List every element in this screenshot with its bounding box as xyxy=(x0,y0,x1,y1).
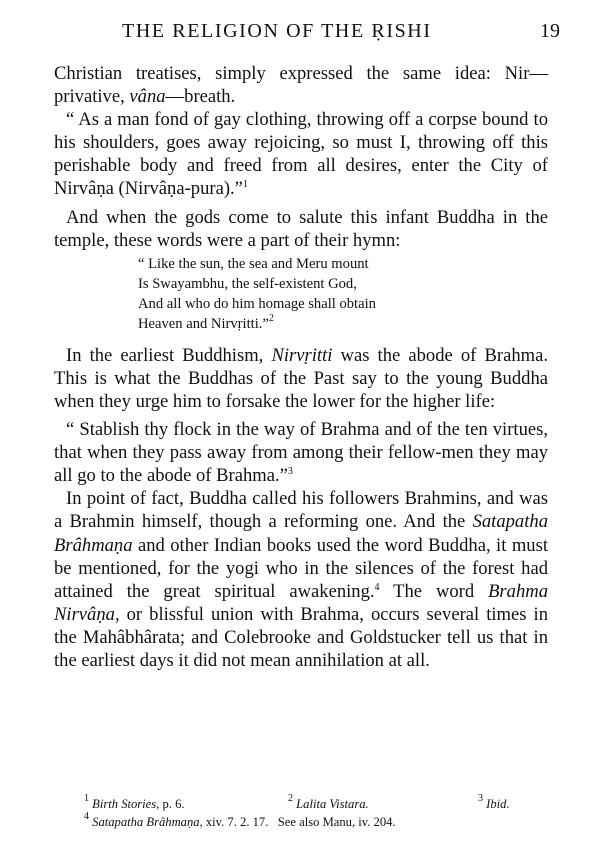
footnote-ref: 3 xyxy=(287,466,293,478)
footnote-ref: 4 xyxy=(374,581,380,593)
footnote-title: Satapatha Brâhmaṇa xyxy=(92,815,200,829)
footnote-3 xyxy=(478,795,510,813)
footnote-1 xyxy=(84,795,185,813)
footnote-row xyxy=(84,813,550,831)
paragraph-4 xyxy=(54,344,548,413)
footnotes xyxy=(84,795,550,831)
footnote-title: Lalita Vistara. xyxy=(296,797,369,811)
verse-line: And all who do him homage shall obtain xyxy=(138,295,376,312)
term-nirvritti: Nirvṛitti xyxy=(271,344,333,366)
text: Christian treatises, simply expressed the same idea: Nir—privative, xyxy=(54,63,548,108)
running-header xyxy=(0,20,600,46)
footnote-row xyxy=(84,795,550,813)
text: The word xyxy=(379,580,489,602)
verse-line xyxy=(138,314,548,334)
text: “ As a man fond of gay clothing, throwing off a corpse bound to his shoulders, goes away rejoicing, so must I, throwing off this perishable body and freed from all desires, enter the City of Nirvâṇa (Nirvâṇa-pura).” xyxy=(54,109,548,200)
paragraph-3 xyxy=(54,206,548,252)
footnote-ref: 2 xyxy=(268,312,274,324)
paragraph-6 xyxy=(54,487,548,672)
footnote-ref: 1 xyxy=(242,179,248,191)
text: was the abode of Brahma. This is what the Buddhas of the Past say to the young Buddha when they urge him to forsake the lower for the higher life: xyxy=(54,344,548,412)
footnote-text: , p. 6. xyxy=(156,797,185,811)
footnote-mark: 2 xyxy=(288,793,293,804)
text: and other Indian books used the word Buddha, it must be mentioned, for the yogi who in the silences of the forest had attained the great spiritual awakening. xyxy=(54,534,548,602)
term-brahma-nirvana: Brahma Nirvâṇa xyxy=(54,580,548,625)
text: And when the gods come to salute this infant Buddha in the temple, these words were a part of their hymn: xyxy=(54,206,548,251)
page-number: 19 xyxy=(540,20,560,42)
verse-line: Is Swayambhu, the self-existent God, xyxy=(138,275,357,292)
text: —breath. xyxy=(165,86,236,108)
footnote-text: , xiv. 7. 2. 17. See also Manu, iv. 204. xyxy=(199,815,396,829)
text: , or blissful union with Brahma, occurs several times in the Mahâbhârata; and Colebrooke and Goldstucker tell us that in the earliest days it did not mean annihilation at all. xyxy=(54,603,548,671)
running-title: THE RELIGION OF THE ṚISHI xyxy=(122,20,432,42)
text: “ Stablish thy flock in the way of Brahma and of the ten virtues, that when they pass away from among their fellow-men they may all go to the abode of Brahma.” xyxy=(54,419,548,487)
footnote-title: Ibid. xyxy=(486,797,510,811)
paragraph-1 xyxy=(54,62,548,108)
paragraph-2 xyxy=(54,108,548,200)
body-text xyxy=(54,62,548,672)
hymn-verse xyxy=(138,254,548,334)
text: In the earliest Buddhism, xyxy=(66,344,272,366)
text: Heaven and Nirvṛitti.” xyxy=(138,315,269,332)
footnote-2 xyxy=(288,795,369,813)
paragraph-5 xyxy=(54,418,548,487)
verse-line: “ Like the sun, the sea and Meru mount xyxy=(138,255,369,272)
footnote-mark: 4 xyxy=(84,811,89,822)
footnote-title: Birth Stories xyxy=(92,797,157,811)
footnote-mark: 3 xyxy=(478,793,483,804)
footnote-4 xyxy=(84,813,396,831)
footnote-mark: 1 xyxy=(84,793,89,804)
term-vana: vâna xyxy=(129,86,166,108)
text: In point of fact, Buddha called his followers Brahmins, and was a Brahmin himself, though a reforming one. And the xyxy=(54,488,548,533)
title-satapatha: Satapatha Brâhmaṇa xyxy=(54,511,548,556)
